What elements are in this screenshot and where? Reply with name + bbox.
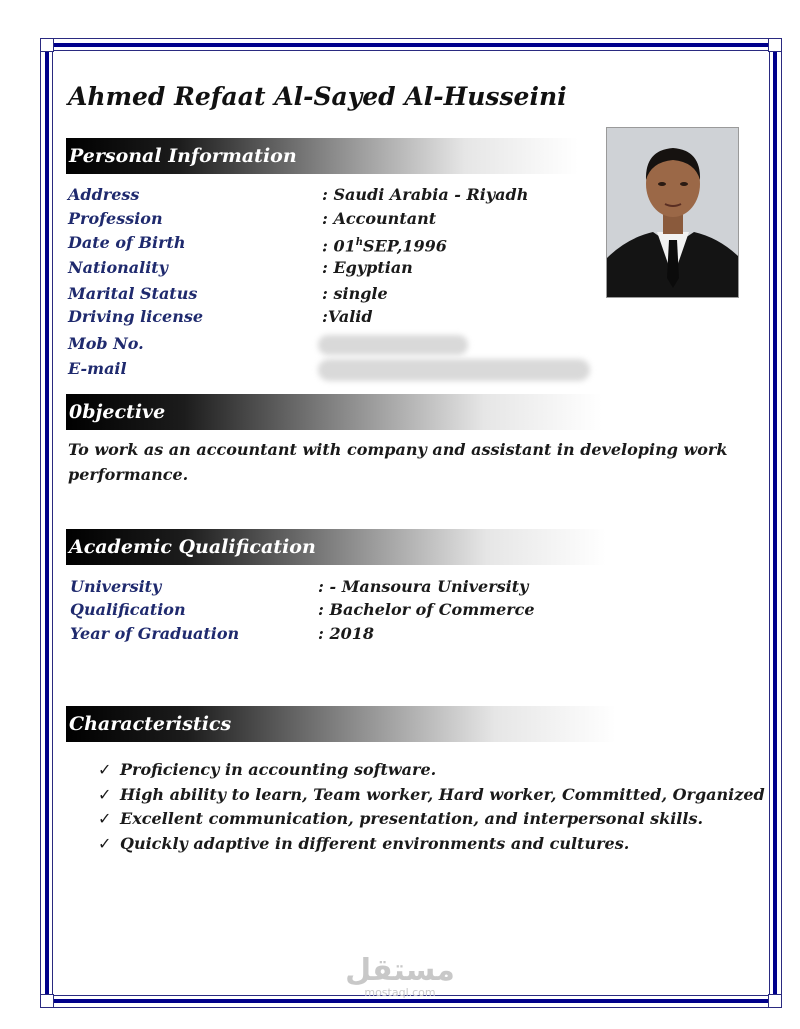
field-label: Address [68, 185, 140, 204]
watermark-arabic: مستقل [345, 953, 455, 988]
field-label: Nationality [68, 258, 168, 277]
profile-photo-image [607, 128, 739, 298]
characteristics-list [98, 758, 778, 856]
section-heading-academic: Academic Qualification [66, 529, 606, 565]
border-corner [40, 38, 54, 52]
section-heading-characteristics: Characteristics [66, 706, 616, 742]
list-item [98, 758, 778, 783]
field-value: : Egyptian [322, 258, 413, 277]
field-label: Profession [68, 209, 163, 228]
field-value: : Saudi Arabia - Riyadh [322, 185, 529, 204]
list-item-text: Excellent communication, presentation, and interpersonal skills. [120, 809, 704, 828]
dob-superscript: h [355, 237, 364, 248]
field-value: : Accountant [322, 209, 437, 228]
border-corner [40, 994, 54, 1008]
field-label: Date of Birth [68, 233, 186, 252]
field-label: Mob No. [68, 334, 144, 353]
watermark-logo [345, 955, 455, 999]
border-corner [768, 38, 782, 52]
watermark-latin: mostaql.com [364, 986, 436, 999]
dob-month-year: SEP,1996 [363, 236, 447, 256]
field-label: Driving license [68, 307, 204, 326]
field-value: : 2018 [318, 624, 375, 643]
field-value: : - Mansoura University [318, 577, 529, 596]
field-value: : Bachelor of Commerce [318, 600, 535, 619]
field-value [322, 231, 447, 258]
list-item [98, 832, 778, 857]
check-icon: ✓ [98, 809, 112, 828]
field-label: Qualification [70, 600, 186, 619]
list-item-text: High ability to learn, Team worker, Hard worker, Committed, Organized [120, 784, 765, 804]
border-corner [768, 994, 782, 1008]
check-icon: ✓ [98, 760, 112, 779]
field-label: Year of Graduation [70, 624, 240, 643]
check-icon: ✓ [98, 784, 112, 804]
section-heading-objective: 0bjective [66, 394, 602, 430]
redacted-mobile [318, 335, 468, 355]
list-item [98, 783, 778, 808]
list-item-text: Quickly adaptive in different environments and cultures. [120, 833, 630, 853]
field-value: : single [322, 284, 388, 303]
section-heading-personal: Personal Information [66, 138, 578, 174]
list-item-text: Proficiency in accounting software. [120, 760, 437, 779]
candidate-name: Ahmed Refaat Al-Sayed Al-Husseini [68, 82, 567, 111]
objective-text: To work as an accountant with company and assistant in developing work performance. [68, 440, 728, 484]
field-label: E-mail [68, 359, 127, 378]
list-item [98, 807, 778, 832]
field-value: :Valid [322, 307, 373, 326]
check-icon: ✓ [98, 833, 112, 853]
redacted-email [318, 359, 590, 381]
field-label: University [70, 577, 162, 596]
dob-day: : 01 [322, 236, 356, 256]
profile-photo [606, 127, 739, 298]
field-label: Marital Status [68, 284, 198, 303]
